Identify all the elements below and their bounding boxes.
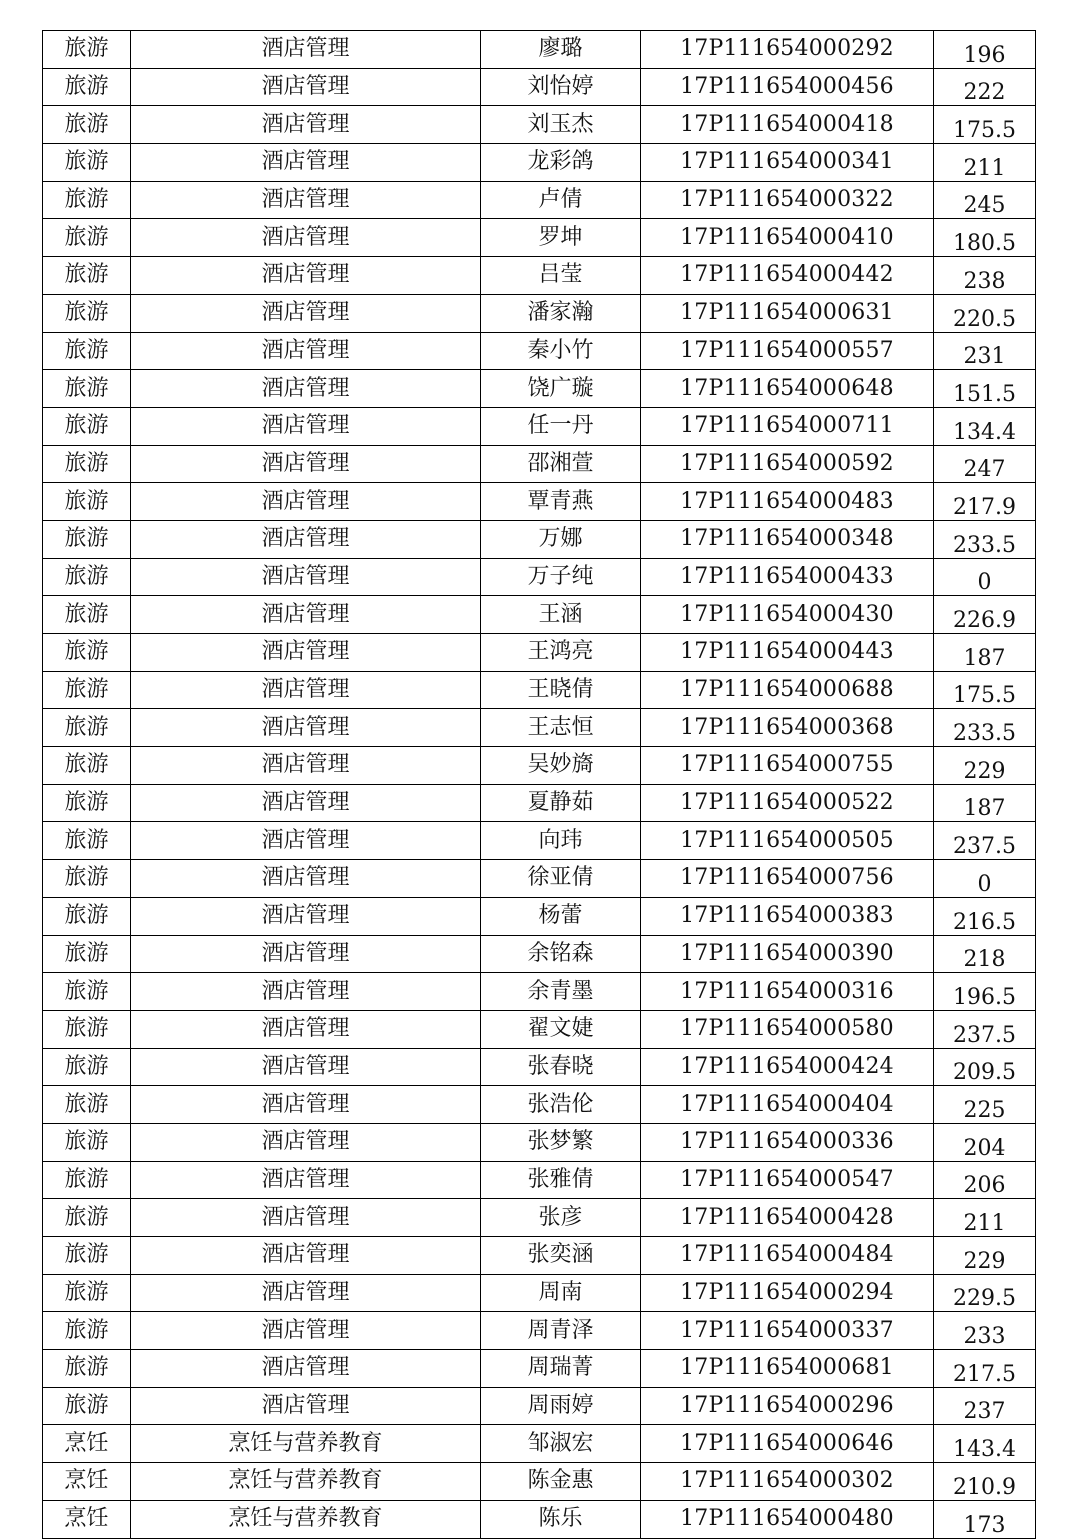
category-cell: 旅游 <box>43 1010 131 1048</box>
score-cell: 218 <box>934 935 1036 973</box>
name-cell: 廖璐 <box>481 31 641 69</box>
table-row <box>43 1048 1036 1086</box>
table-row <box>43 784 1036 822</box>
category-cell: 烹饪 <box>43 1425 131 1463</box>
table-row <box>43 106 1036 144</box>
major-cell: 酒店管理 <box>131 1123 481 1161</box>
table-row <box>43 1425 1036 1463</box>
student-id-cell: 17P111654000484 <box>641 1237 934 1275</box>
name-cell: 万娜 <box>481 520 641 558</box>
major-cell: 酒店管理 <box>131 747 481 785</box>
name-cell: 秦小竹 <box>481 332 641 370</box>
major-cell: 酒店管理 <box>131 860 481 898</box>
table-row <box>43 1463 1036 1501</box>
category-cell: 旅游 <box>43 370 131 408</box>
name-cell: 王晓倩 <box>481 671 641 709</box>
table-row <box>43 1500 1036 1538</box>
name-cell: 罗坤 <box>481 219 641 257</box>
table-row <box>43 1274 1036 1312</box>
name-cell: 余铭森 <box>481 935 641 973</box>
name-cell: 张奕涵 <box>481 1237 641 1275</box>
score-cell: 175.5 <box>934 671 1036 709</box>
score-cell: 151.5 <box>934 370 1036 408</box>
student-id-cell: 17P111654000648 <box>641 370 934 408</box>
category-cell: 旅游 <box>43 1387 131 1425</box>
category-cell: 旅游 <box>43 822 131 860</box>
table-row <box>43 596 1036 634</box>
score-cell: 220.5 <box>934 294 1036 332</box>
name-cell: 徐亚倩 <box>481 860 641 898</box>
student-id-cell: 17P111654000336 <box>641 1123 934 1161</box>
student-id-cell: 17P111654000430 <box>641 596 934 634</box>
category-cell: 旅游 <box>43 634 131 672</box>
score-cell: 216.5 <box>934 897 1036 935</box>
score-cell: 134.4 <box>934 407 1036 445</box>
student-id-cell: 17P111654000557 <box>641 332 934 370</box>
table-row <box>43 973 1036 1011</box>
table-row <box>43 1161 1036 1199</box>
major-cell: 酒店管理 <box>131 520 481 558</box>
table-row <box>43 1237 1036 1275</box>
student-id-cell: 17P111654000322 <box>641 181 934 219</box>
major-cell: 酒店管理 <box>131 483 481 521</box>
category-cell: 旅游 <box>43 1161 131 1199</box>
name-cell: 刘玉杰 <box>481 106 641 144</box>
category-cell: 旅游 <box>43 897 131 935</box>
table-row <box>43 520 1036 558</box>
score-cell: 237.5 <box>934 822 1036 860</box>
major-cell: 酒店管理 <box>131 219 481 257</box>
table-row <box>43 332 1036 370</box>
score-cell: 187 <box>934 784 1036 822</box>
category-cell: 旅游 <box>43 784 131 822</box>
score-cell: 229 <box>934 1237 1036 1275</box>
category-cell: 烹饪 <box>43 1463 131 1501</box>
name-cell: 吴妙旖 <box>481 747 641 785</box>
score-cell: 180.5 <box>934 219 1036 257</box>
student-id-cell: 17P111654000456 <box>641 68 934 106</box>
table-row <box>43 1123 1036 1161</box>
student-id-cell: 17P111654000547 <box>641 1161 934 1199</box>
table-row <box>43 257 1036 295</box>
score-cell: 238 <box>934 257 1036 295</box>
name-cell: 任一丹 <box>481 407 641 445</box>
major-cell: 酒店管理 <box>131 1086 481 1124</box>
table-row <box>43 1010 1036 1048</box>
table-row <box>43 1387 1036 1425</box>
score-cell: 196 <box>934 31 1036 69</box>
name-cell: 陈金惠 <box>481 1463 641 1501</box>
name-cell: 张梦繁 <box>481 1123 641 1161</box>
name-cell: 余青墨 <box>481 973 641 1011</box>
student-id-cell: 17P111654000646 <box>641 1425 934 1463</box>
major-cell: 酒店管理 <box>131 294 481 332</box>
student-id-cell: 17P111654000631 <box>641 294 934 332</box>
name-cell: 周南 <box>481 1274 641 1312</box>
name-cell: 张彦 <box>481 1199 641 1237</box>
student-id-cell: 17P111654000711 <box>641 407 934 445</box>
major-cell: 酒店管理 <box>131 784 481 822</box>
category-cell: 旅游 <box>43 445 131 483</box>
table-row <box>43 445 1036 483</box>
score-cell: 175.5 <box>934 106 1036 144</box>
category-cell: 旅游 <box>43 181 131 219</box>
table-row <box>43 747 1036 785</box>
student-id-cell: 17P111654000368 <box>641 709 934 747</box>
table-row <box>43 671 1036 709</box>
major-cell: 酒店管理 <box>131 31 481 69</box>
major-cell: 酒店管理 <box>131 1312 481 1350</box>
category-cell: 旅游 <box>43 407 131 445</box>
major-cell: 酒店管理 <box>131 558 481 596</box>
score-cell: 217.9 <box>934 483 1036 521</box>
table-row <box>43 1350 1036 1388</box>
category-cell: 旅游 <box>43 935 131 973</box>
category-cell: 旅游 <box>43 671 131 709</box>
student-id-cell: 17P111654000688 <box>641 671 934 709</box>
name-cell: 翟文婕 <box>481 1010 641 1048</box>
category-cell: 旅游 <box>43 1199 131 1237</box>
score-cell: 233.5 <box>934 520 1036 558</box>
table-row <box>43 294 1036 332</box>
table-row <box>43 483 1036 521</box>
major-cell: 酒店管理 <box>131 822 481 860</box>
major-cell: 酒店管理 <box>131 596 481 634</box>
student-id-cell: 17P111654000410 <box>641 219 934 257</box>
table-row <box>43 822 1036 860</box>
major-cell: 酒店管理 <box>131 973 481 1011</box>
major-cell: 酒店管理 <box>131 1274 481 1312</box>
major-cell: 酒店管理 <box>131 370 481 408</box>
major-cell: 酒店管理 <box>131 257 481 295</box>
student-id-cell: 17P111654000522 <box>641 784 934 822</box>
score-cell: 211 <box>934 1199 1036 1237</box>
name-cell: 覃青燕 <box>481 483 641 521</box>
name-cell: 陈乐 <box>481 1500 641 1538</box>
score-cell: 211 <box>934 144 1036 182</box>
table-row <box>43 1199 1036 1237</box>
score-cell: 229.5 <box>934 1274 1036 1312</box>
score-cell: 233.5 <box>934 709 1036 747</box>
table-row <box>43 370 1036 408</box>
category-cell: 旅游 <box>43 596 131 634</box>
student-id-cell: 17P111654000580 <box>641 1010 934 1048</box>
table-row <box>43 1312 1036 1350</box>
student-id-cell: 17P111654000302 <box>641 1463 934 1501</box>
student-id-cell: 17P111654000756 <box>641 860 934 898</box>
name-cell: 万子纯 <box>481 558 641 596</box>
score-cell: 187 <box>934 634 1036 672</box>
student-id-cell: 17P111654000592 <box>641 445 934 483</box>
score-table-body <box>43 31 1036 1539</box>
category-cell: 旅游 <box>43 709 131 747</box>
table-row <box>43 558 1036 596</box>
student-id-cell: 17P111654000418 <box>641 106 934 144</box>
major-cell: 酒店管理 <box>131 144 481 182</box>
category-cell: 旅游 <box>43 106 131 144</box>
major-cell: 酒店管理 <box>131 1161 481 1199</box>
table-row <box>43 31 1036 69</box>
major-cell: 烹饪与营养教育 <box>131 1463 481 1501</box>
category-cell: 旅游 <box>43 294 131 332</box>
table-row <box>43 68 1036 106</box>
score-cell: 222 <box>934 68 1036 106</box>
category-cell: 旅游 <box>43 332 131 370</box>
major-cell: 酒店管理 <box>131 68 481 106</box>
category-cell: 旅游 <box>43 257 131 295</box>
score-cell: 237.5 <box>934 1010 1036 1048</box>
table-row <box>43 897 1036 935</box>
category-cell: 旅游 <box>43 1086 131 1124</box>
student-id-cell: 17P111654000480 <box>641 1500 934 1538</box>
table-row <box>43 709 1036 747</box>
score-cell: 245 <box>934 181 1036 219</box>
name-cell: 龙彩鸽 <box>481 144 641 182</box>
major-cell: 酒店管理 <box>131 897 481 935</box>
major-cell: 烹饪与营养教育 <box>131 1500 481 1538</box>
student-id-cell: 17P111654000755 <box>641 747 934 785</box>
student-id-cell: 17P111654000337 <box>641 1312 934 1350</box>
category-cell: 旅游 <box>43 483 131 521</box>
category-cell: 旅游 <box>43 1312 131 1350</box>
score-cell: 233 <box>934 1312 1036 1350</box>
student-id-cell: 17P111654000428 <box>641 1199 934 1237</box>
table-row <box>43 1086 1036 1124</box>
major-cell: 酒店管理 <box>131 407 481 445</box>
major-cell: 酒店管理 <box>131 1350 481 1388</box>
category-cell: 旅游 <box>43 144 131 182</box>
student-id-cell: 17P111654000424 <box>641 1048 934 1086</box>
name-cell: 周青泽 <box>481 1312 641 1350</box>
score-cell: 204 <box>934 1123 1036 1161</box>
student-id-cell: 17P111654000442 <box>641 257 934 295</box>
student-id-cell: 17P111654000292 <box>641 31 934 69</box>
name-cell: 吕莹 <box>481 257 641 295</box>
score-cell: 206 <box>934 1161 1036 1199</box>
name-cell: 周瑞菁 <box>481 1350 641 1388</box>
name-cell: 向玮 <box>481 822 641 860</box>
student-id-cell: 17P111654000433 <box>641 558 934 596</box>
score-cell: 231 <box>934 332 1036 370</box>
student-id-cell: 17P111654000383 <box>641 897 934 935</box>
category-cell: 旅游 <box>43 860 131 898</box>
name-cell: 张浩伦 <box>481 1086 641 1124</box>
score-cell: 225 <box>934 1086 1036 1124</box>
major-cell: 酒店管理 <box>131 181 481 219</box>
name-cell: 夏静茹 <box>481 784 641 822</box>
score-cell: 196.5 <box>934 973 1036 1011</box>
major-cell: 酒店管理 <box>131 106 481 144</box>
score-cell: 226.9 <box>934 596 1036 634</box>
category-cell: 旅游 <box>43 1237 131 1275</box>
table-row <box>43 935 1036 973</box>
name-cell: 张雅倩 <box>481 1161 641 1199</box>
name-cell: 杨蕾 <box>481 897 641 935</box>
major-cell: 酒店管理 <box>131 1387 481 1425</box>
score-cell: 209.5 <box>934 1048 1036 1086</box>
score-cell: 229 <box>934 747 1036 785</box>
name-cell: 周雨婷 <box>481 1387 641 1425</box>
score-cell: 210.9 <box>934 1463 1036 1501</box>
score-cell: 217.5 <box>934 1350 1036 1388</box>
category-cell: 旅游 <box>43 1048 131 1086</box>
table-row <box>43 634 1036 672</box>
category-cell: 旅游 <box>43 1350 131 1388</box>
major-cell: 酒店管理 <box>131 445 481 483</box>
name-cell: 卢倩 <box>481 181 641 219</box>
score-cell: 237 <box>934 1387 1036 1425</box>
category-cell: 旅游 <box>43 219 131 257</box>
student-id-cell: 17P111654000341 <box>641 144 934 182</box>
student-id-cell: 17P111654000296 <box>641 1387 934 1425</box>
major-cell: 酒店管理 <box>131 1010 481 1048</box>
score-cell: 0 <box>934 558 1036 596</box>
name-cell: 邵湘萱 <box>481 445 641 483</box>
name-cell: 潘家瀚 <box>481 294 641 332</box>
score-cell: 0 <box>934 860 1036 898</box>
table-row <box>43 219 1036 257</box>
name-cell: 王涵 <box>481 596 641 634</box>
category-cell: 旅游 <box>43 973 131 1011</box>
category-cell: 旅游 <box>43 68 131 106</box>
student-id-cell: 17P111654000390 <box>641 935 934 973</box>
student-id-cell: 17P111654000483 <box>641 483 934 521</box>
name-cell: 王志恒 <box>481 709 641 747</box>
score-cell: 247 <box>934 445 1036 483</box>
major-cell: 酒店管理 <box>131 671 481 709</box>
table-row <box>43 144 1036 182</box>
table-row <box>43 407 1036 445</box>
major-cell: 酒店管理 <box>131 1048 481 1086</box>
name-cell: 刘怡婷 <box>481 68 641 106</box>
category-cell: 旅游 <box>43 31 131 69</box>
score-cell: 173 <box>934 1500 1036 1538</box>
major-cell: 酒店管理 <box>131 634 481 672</box>
major-cell: 酒店管理 <box>131 935 481 973</box>
student-id-cell: 17P111654000443 <box>641 634 934 672</box>
score-cell: 143.4 <box>934 1425 1036 1463</box>
student-id-cell: 17P111654000681 <box>641 1350 934 1388</box>
category-cell: 旅游 <box>43 520 131 558</box>
category-cell: 旅游 <box>43 747 131 785</box>
major-cell: 酒店管理 <box>131 1199 481 1237</box>
major-cell: 酒店管理 <box>131 332 481 370</box>
name-cell: 饶广璇 <box>481 370 641 408</box>
name-cell: 张春晓 <box>481 1048 641 1086</box>
category-cell: 旅游 <box>43 1274 131 1312</box>
category-cell: 旅游 <box>43 1123 131 1161</box>
student-id-cell: 17P111654000505 <box>641 822 934 860</box>
category-cell: 旅游 <box>43 558 131 596</box>
category-cell: 烹饪 <box>43 1500 131 1538</box>
major-cell: 酒店管理 <box>131 709 481 747</box>
name-cell: 邹淑宏 <box>481 1425 641 1463</box>
student-id-cell: 17P111654000294 <box>641 1274 934 1312</box>
name-cell: 王鸿亮 <box>481 634 641 672</box>
student-id-cell: 17P111654000316 <box>641 973 934 1011</box>
major-cell: 酒店管理 <box>131 1237 481 1275</box>
major-cell: 烹饪与营养教育 <box>131 1425 481 1463</box>
table-row <box>43 181 1036 219</box>
student-id-cell: 17P111654000348 <box>641 520 934 558</box>
score-table <box>42 30 1036 1539</box>
table-row <box>43 860 1036 898</box>
student-id-cell: 17P111654000404 <box>641 1086 934 1124</box>
